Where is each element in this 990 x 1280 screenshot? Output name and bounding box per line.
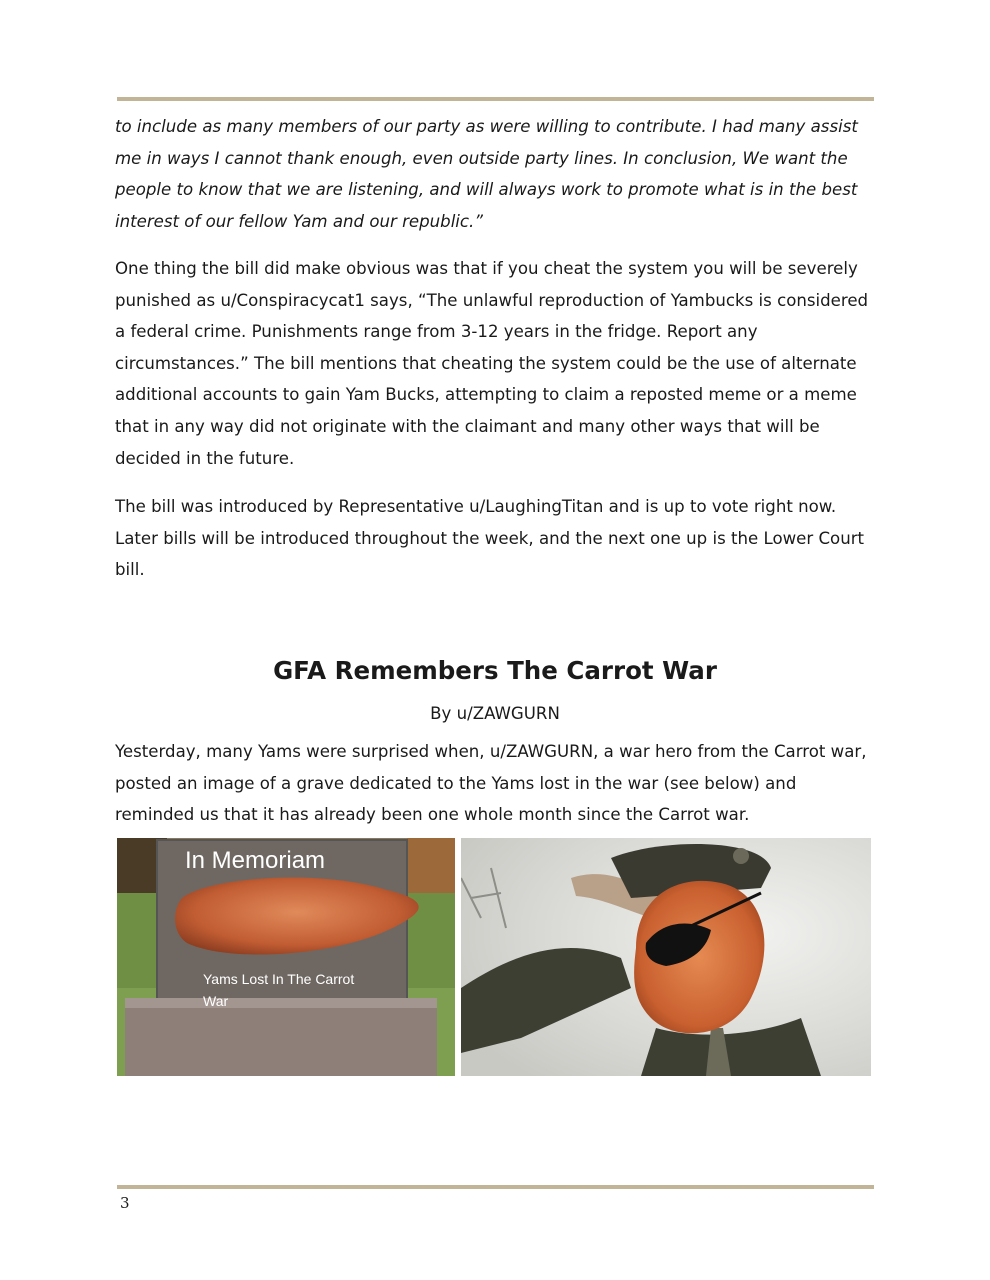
article-byline: By u/ZAWGURN (430, 704, 560, 723)
header-rule (117, 97, 874, 101)
grave-caption-line1: Yams Lost In The Carrot (203, 971, 355, 987)
footer-rule (117, 1185, 874, 1189)
saluting-soldier-image (461, 838, 871, 1076)
body-paragraph-introduced: The bill was introduced by Representative u/LaughingTitan and is up to vote right now. Later bills will be introduced throughout the week, and the next one up is the Lower Court bill. (115, 497, 865, 580)
gravestone-image (117, 838, 455, 1076)
quote-paragraph: to include as many members of our party as were willing to contribute. I had many assist me in ways I cannot thank enough, even outside party lines. In conclusion, We want the people to know that we are listening, and will always work to promote what is in the best interest of our fellow Yam and our republic.” (115, 117, 858, 231)
grave-heading: In Memoriam (185, 847, 326, 874)
page-number: 3 (120, 1194, 130, 1212)
article-title: GFA Remembers The Carrot War (273, 656, 717, 685)
body-paragraph-grave: Yesterday, many Yams were surprised when, u/ZAWGURN, a war hero from the Carrot war, posted an image of a grave dedicated to the Yams lost in the war (see below) and reminded us that it has already been one whole month since the Carrot war. (115, 742, 867, 825)
body-paragraph-cheating: One thing the bill did make obvious was that if you cheat the system you will be severely punished as u/Conspiracycat1 says, “The unlawful reproduction of Yambucks is considered a federal crime. Punishments range from 3-12 years in the fridge. Report any circumstances.” The bill mentions that cheating the system could be the use of alternate additional accounts to gain Yam Bucks, attempting to claim a reposted meme or a meme that in any way did not originate with the claimant and many other ways that will be decided in the future. (115, 259, 869, 468)
grave-caption-line2: War (203, 993, 229, 1009)
